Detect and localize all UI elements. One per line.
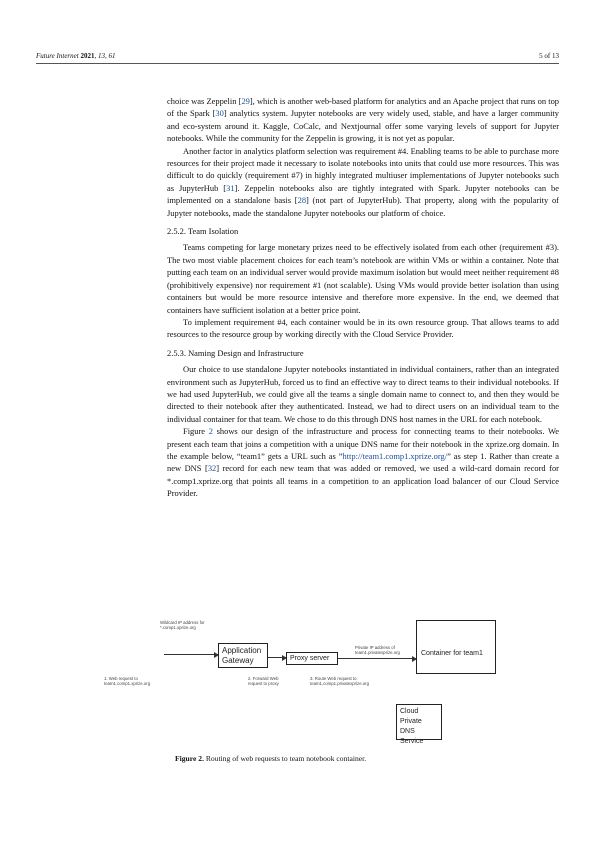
citation-link[interactable]: 29	[241, 96, 250, 106]
proxy-server-box: Proxy server	[286, 652, 338, 665]
running-header: Future Internet 2021, 13, 61	[36, 52, 116, 60]
step2-label: 2. Forward Web request to proxy	[248, 676, 279, 687]
section-heading-team-isolation: 2.5.2. Team Isolation	[167, 226, 239, 237]
step3-label: 3. Route Web request to team1.comp1.privatexprize.org	[310, 676, 369, 687]
paragraph-naming-design: Our choice to use standalone Jupyter notebooks instantiated in individual containers, rather than an integrated environment such as JupyterHub, forced us to find an effective way to direct teams to their individual notebooks. If we had used JupyterHub, we could give all the teams a single domain name to connect to, and then they would be directed to their notebook after they authenticated. Instead, we had to direct users on an individual team to the individual container for that team. We chose to do this through DNS host names in the URL for each notebook.	[167, 364, 559, 424]
cloud-private-dns-box: Cloud Private DNS Service	[396, 704, 442, 740]
step1-label: 1. Web request to team1.comp1.xprize.org	[104, 676, 151, 687]
paragraph-resource-group: To implement requirement #4, each container would be in its own resource group. That allows teams to add resources to the resource group by working directly with the Cloud Service Provider.	[167, 316, 559, 340]
figure-label: Figure 2.	[175, 754, 204, 763]
application-gateway-box: Application Gateway	[218, 643, 268, 668]
paragraph-platform-selection: Another factor in analytics platform selection was requirement #4. Enabling teams to be able to purchase more resources for their project made it necessary to isolate notebooks into units that could use more resources. This was difficult to do quickly (requirement #7) in highly integrated multiuser implementations of Jupyter notebooks such as JupyterHub [31]. Zeppelin notebooks also are tightly integrated with Spark. Jupyter notebooks can be implemented on a standalone basis [28] (not part of JupyterHub). That property, along with the popularity of Jupyter notebooks, made the standalone Jupyter notebooks our platform of choice.	[167, 145, 559, 218]
main-text	[167, 95, 559, 500]
citation-link[interactable]: 30	[215, 108, 224, 119]
team-container-box: Container for team1	[416, 620, 496, 674]
caption-text: Routing of web requests to team notebook container.	[203, 754, 367, 763]
header-rule	[36, 63, 559, 64]
citation-link[interactable]: 28	[297, 195, 307, 206]
arrow-request	[164, 654, 218, 655]
paragraph-zeppelin: choice was Zeppelin [29], which is another web-based platform for analytics and an Apache project that runs on top of the Spark [30] analytics system. Jupyter notebooks are very widely used, stable, and have a larger community and eco-system around it. Kaggle, CoCalc, and Nextjournal offer some varying levels of support for Jupyter notebooks. While the community for the Zeppelin is growing, it is not yet as popular.	[167, 96, 560, 144]
wildcard-ip-label: Wildcard IP address for *.comp1.xprize.org	[160, 620, 205, 631]
journal-year: 2021	[80, 52, 95, 60]
routing-diagram	[100, 618, 520, 748]
page-number: 5 of 13	[539, 52, 559, 60]
journal-name: Future Internet	[36, 52, 79, 60]
journal-volume: 13	[97, 52, 105, 60]
arrow-route	[338, 658, 416, 659]
paragraph-team-isolation: Teams competing for large monetary prizes need to be effectively isolated from each other (requirement #3). The two most viable placement choices for each team’s notebook are within VMs or within a container. Note that putting each team on an individual server would provide maximum isolation but would meet neither requirement #8 (prohibitively expensive) nor requirement #1 (not scalable). Using VMs would provide better isolation than using containers but would be more resource intensive and therefore more expensive. In the end, we deemed that containers have sufficient isolation at a better price point.	[167, 242, 559, 315]
arrow-forward	[268, 657, 286, 658]
paragraph-figure-description: Figure 2 shows our design of the infrastructure and process for connecting teams to their notebooks. We present each team that joins a competition with a unique DNS name for their notebook in the xprize.org domain. In the example below, “team1” gets a URL such as ”http://team1.comp1.xprize.org/” as step 1. Rather than create a new DNS [32] record for each new team that was added or removed, we used a wild-card domain record for *.comp1.xprize.org that points all teams in a competition to an application load balancer of our Cloud Service Provider.	[167, 426, 559, 499]
private-ip-label: Private IP address of team1.privatexprize.org	[355, 645, 400, 656]
figure-caption	[175, 754, 366, 763]
citation-link[interactable]: 32	[207, 463, 217, 474]
citation-link[interactable]: 31	[226, 182, 235, 193]
article-number: 61	[108, 52, 116, 60]
section-heading-naming-design: 2.5.3. Naming Design and Infrastructure	[167, 347, 304, 358]
figure-link[interactable]: 2	[208, 426, 213, 437]
url-link[interactable]: http://team1.comp1.xprize.org/	[342, 450, 448, 461]
